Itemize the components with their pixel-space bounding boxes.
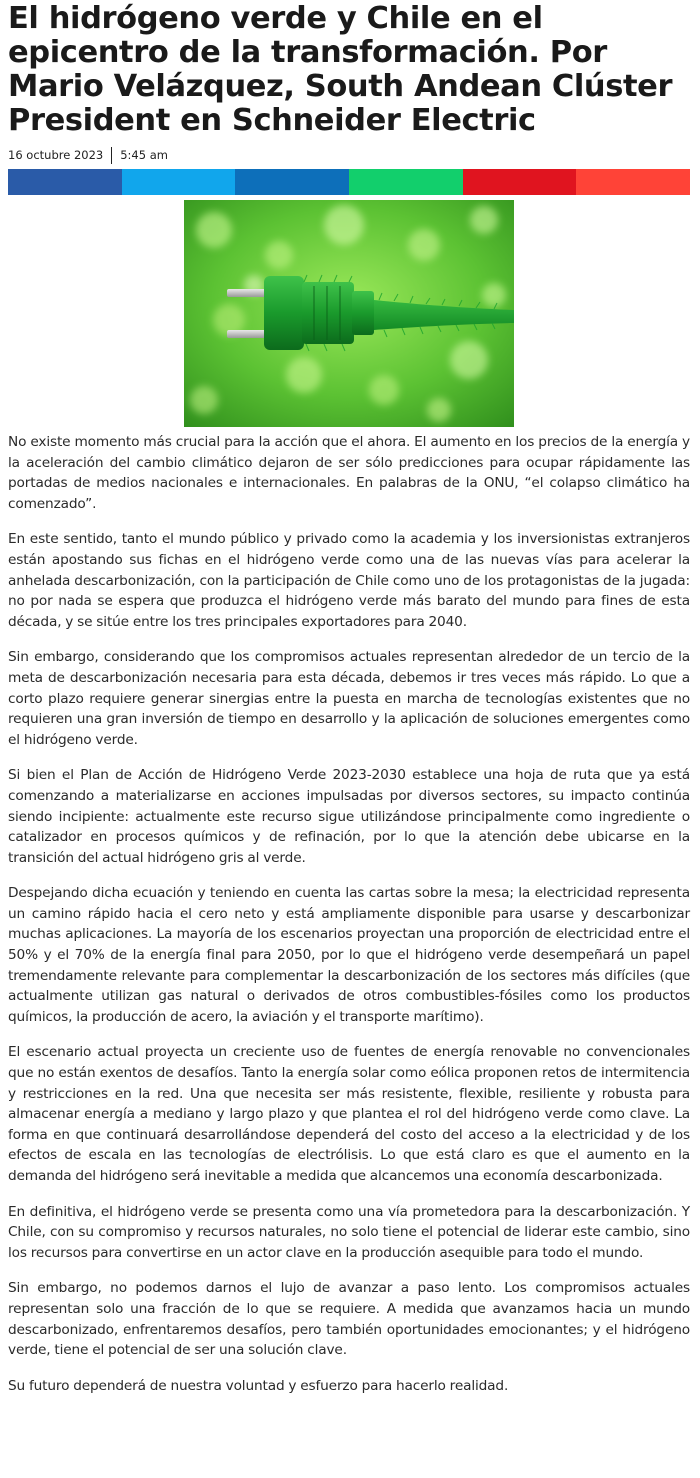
article-paragraph: Sin embargo, considerando que los compromisos actuales representan alrededor de un tercio de la meta de descarbonización necesaria para esta década, debemos ir tres veces más rápido. Lo que a corto plazo requiere generar sinergias entre la puesta en marcha de tecnologías existentes que no requieren una gran inversión de tiempo en desarrollo y la aplicación de soluciones emergentes como el hidrógeno verde. [8, 649, 690, 748]
article-paragraph: Despejando dicha ecuación y teniendo en cuenta las cartas sobre la mesa; la electricidad representa un camino rápido hacia el cero neto y está ampliamente disponible para usarse y descarbonizar muchas aplicaciones. La mayoría de los escenarios proyectan una proporción de electricidad entre el 50% y el 70% de la energía final para 2050, por lo que el hidrógeno verde desempeñará un papel tremendamente relevante para complementar la descarbonización de los sectores más difíciles (que actualmente utilizan gas natural o derivados de otros combustibles-fósiles como los productos químicos, la producción de acero, la aviación y el transporte marítimo). [8, 885, 690, 1025]
color-stripe [122, 169, 236, 195]
color-stripe [235, 169, 349, 195]
article-body [8, 432, 690, 1396]
color-stripe-bar [8, 169, 690, 195]
article-paragraph: Sin embargo, no podemos darnos el lujo de avanzar a paso lento. Los compromisos actuales representan solo una fracción de lo que se requiere. A medida que avanzamos hacia un mundo descarbonizado, enfrentaremos desafíos, pero también oportunidades emocionantes; y el hidrógeno verde, tiene el potencial de ser una solución clave. [8, 1280, 690, 1359]
color-stripe [463, 169, 577, 195]
color-stripe [349, 169, 463, 195]
article-paragraph: Si bien el Plan de Acción de Hidrógeno Verde 2023-2030 establece una hoja de ruta que ya está comenzando a materializarse en acciones impulsadas por diversos sectores, su impacto continúa siendo incipiente: actualmente este recurso sigue utilizándose principalmente como ingrediente o catalizador en procesos químicos y de refinación, por lo que la atención debe ubicarse en la transición del actual hidrógeno gris al verde. [8, 767, 690, 866]
article-paragraph: No existe momento más crucial para la acción que el ahora. El aumento en los precios de la energía y la aceleración del cambio climático dejaron de ser sólo predicciones para ocupar rápidamente las portadas de medios nacionales e internacionales. En palabras de la ONU, “el colapso climático ha comenzado”. [8, 434, 690, 512]
article-paragraph: Su futuro dependerá de nuestra voluntad y esfuerzo para hacerlo realidad. [8, 1377, 509, 1394]
article-title: El hidrógeno verde y Chile en el epicentro de la transformación. Por Mario Velázquez, South Andean Clúster President en Schneider Electric [8, 1, 673, 138]
color-stripe [8, 169, 122, 195]
hero-image [184, 200, 514, 427]
color-stripe [576, 169, 690, 195]
meta-divider [111, 147, 112, 164]
publish-time: 5:45 am [120, 148, 168, 162]
article-paragraph: En este sentido, tanto el mundo público y privado como la academia y los inversionistas extranjeros están apostando sus fichas en el hidrógeno verde como una de las nuevas vías para acelerar la anhelada descarbonización, con la participación de Chile como uno de los protagonistas de la jugada: no por nada se espera que produzca el hidrógeno verde más barato del mundo para fines de esta década, y se sitúe entre los tres principales exportadores para 2040. [8, 531, 690, 630]
article [8, 0, 690, 1411]
grass-plug-illustration [184, 200, 514, 427]
article-meta [8, 144, 690, 166]
article-paragraph: El escenario actual proyecta un creciente uso de fuentes de energía renovable no convencionales que no están exentos de desafíos. Tanto la energía solar como eólica proponen retos de intermitencia y restricciones en la red. Una que necesita ser más resistente, flexible, resiliente y robusta para almacenar energía a mediano y largo plazo y que plantea el rol del hidrógeno verde como clave. La forma en que continuará desarrollándose dependerá del costo del acceso a la electricidad y de los efectos de escala en las tecnologías de electrólisis. Lo que está claro es que el aumento en la demanda del hidrógeno será inevitable a medida que alcancemos una economía descarbonizada. [8, 1044, 690, 1184]
article-paragraph: En definitiva, el hidrógeno verde se presenta como una vía prometedora para la descarbonización. Y Chile, con su compromiso y recursos naturales, no solo tiene el potencial de liderar este cambio, sino los recursos para convertirse en un actor clave en la producción asequible para todo el mundo. [8, 1203, 690, 1261]
publish-date: 16 octubre 2023 [8, 148, 104, 162]
